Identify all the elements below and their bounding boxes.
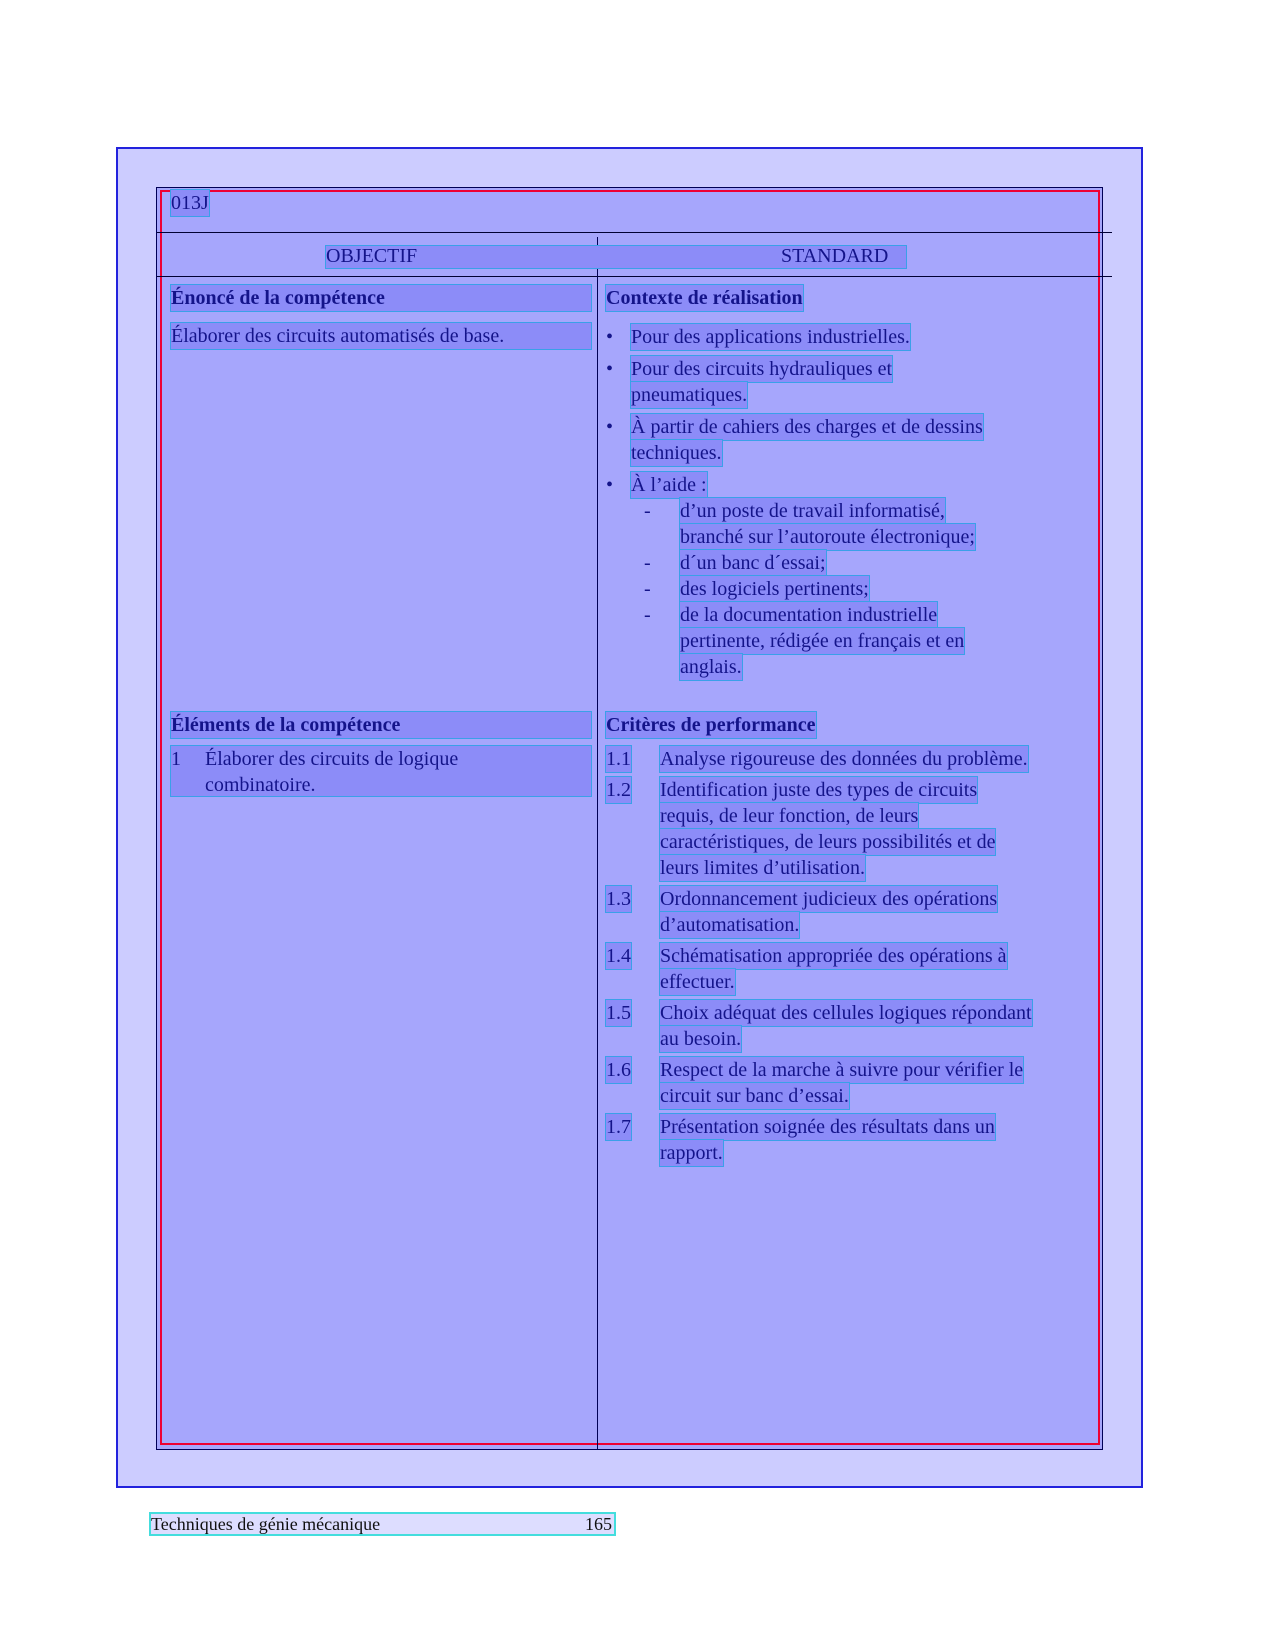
context-subitem: de la documentation industrielle	[680, 604, 938, 626]
element-number: 1	[171, 748, 181, 770]
dash-icon: -	[644, 500, 651, 522]
criterion-number: 1.6	[606, 1059, 631, 1081]
dash-icon: -	[644, 552, 651, 574]
criterion-line: Ordonnancement judicieux des opérations	[660, 888, 998, 910]
criterion-number: 1.1	[606, 748, 631, 770]
context-subitem: des logiciels pertinents;	[680, 578, 869, 600]
dash-icon: -	[644, 604, 651, 626]
header-divider-bottom	[157, 276, 1112, 277]
criterion-line: requis, de leur fonction, de leurs	[660, 805, 919, 827]
criteres-heading: Critères de performance	[606, 714, 816, 736]
criterion-line: caractéristiques, de leurs possibilités et de	[660, 831, 996, 853]
context-subitem-cont: branché sur l’autoroute électronique;	[680, 526, 975, 548]
criterion-line: Identification juste des types de circuits	[660, 779, 978, 801]
context-subitem-cont: anglais.	[680, 656, 742, 678]
bullet-icon: •	[606, 358, 614, 380]
criterion-line: Présentation soignée des résultats dans un	[660, 1116, 995, 1138]
enonce-text: Élaborer des circuits automatisés de base.	[171, 323, 591, 349]
criterion-line: Choix adéquat des cellules logiques répondant	[660, 1002, 1032, 1024]
criterion-number: 1.4	[606, 945, 631, 967]
context-bullet-cont: pneumatiques.	[631, 384, 748, 406]
criterion-line: leurs limites d’utilisation.	[660, 857, 865, 879]
criterion-number: 1.5	[606, 1002, 631, 1024]
column-divider	[597, 237, 598, 1450]
page-number: 165	[585, 1514, 612, 1534]
context-subitem: d´un banc d´essai;	[680, 552, 826, 574]
element-line: Élaborer des circuits de logique	[205, 748, 459, 770]
context-bullet: À l’aide :	[631, 474, 707, 496]
criterion-line: d’automatisation.	[660, 914, 800, 936]
criterion-line: Respect de la marche à suivre pour vérifier le	[660, 1059, 1024, 1081]
bullet-icon: •	[606, 326, 614, 348]
criterion-number: 1.2	[606, 779, 631, 801]
criterion-line: circuit sur banc d’essai.	[660, 1085, 849, 1107]
criterion-line: au besoin.	[660, 1028, 742, 1050]
context-bullet: À partir de cahiers des charges et de dessins	[631, 416, 983, 438]
contexte-heading: Contexte de réalisation	[606, 287, 803, 309]
objectif-header: OBJECTIF	[326, 245, 418, 267]
criterion-number: 1.7	[606, 1116, 631, 1138]
context-bullet: Pour des circuits hydrauliques et	[631, 358, 893, 380]
element-line: combinatoire.	[205, 774, 316, 796]
dash-icon: -	[644, 578, 651, 600]
bullet-icon: •	[606, 416, 614, 438]
standard-header: STANDARD	[781, 245, 889, 267]
criterion-line: effectuer.	[660, 971, 735, 993]
competency-table	[156, 187, 1103, 1450]
header-divider-top	[157, 232, 1112, 233]
competency-code: 013J	[171, 192, 209, 214]
context-subitem-cont: pertinente, rédigée en français et en	[680, 630, 965, 652]
elements-heading: Éléments de la compétence	[171, 712, 591, 738]
criterion-line: rapport.	[660, 1142, 723, 1164]
context-subitem: d’un poste de travail informatisé,	[680, 500, 945, 522]
page-footer	[151, 1514, 614, 1534]
criterion-line: Schématisation appropriée des opérations à	[660, 945, 1007, 967]
context-bullet-cont: techniques.	[631, 442, 722, 464]
context-bullet: Pour des applications industrielles.	[631, 326, 910, 348]
footer-title: Techniques de génie mécanique	[151, 1514, 381, 1534]
criterion-number: 1.3	[606, 888, 631, 910]
criterion-line: Analyse rigoureuse des données du problème.	[660, 748, 1028, 770]
enonce-heading: Énoncé de la compétence	[171, 285, 591, 311]
bullet-icon: •	[606, 474, 614, 496]
